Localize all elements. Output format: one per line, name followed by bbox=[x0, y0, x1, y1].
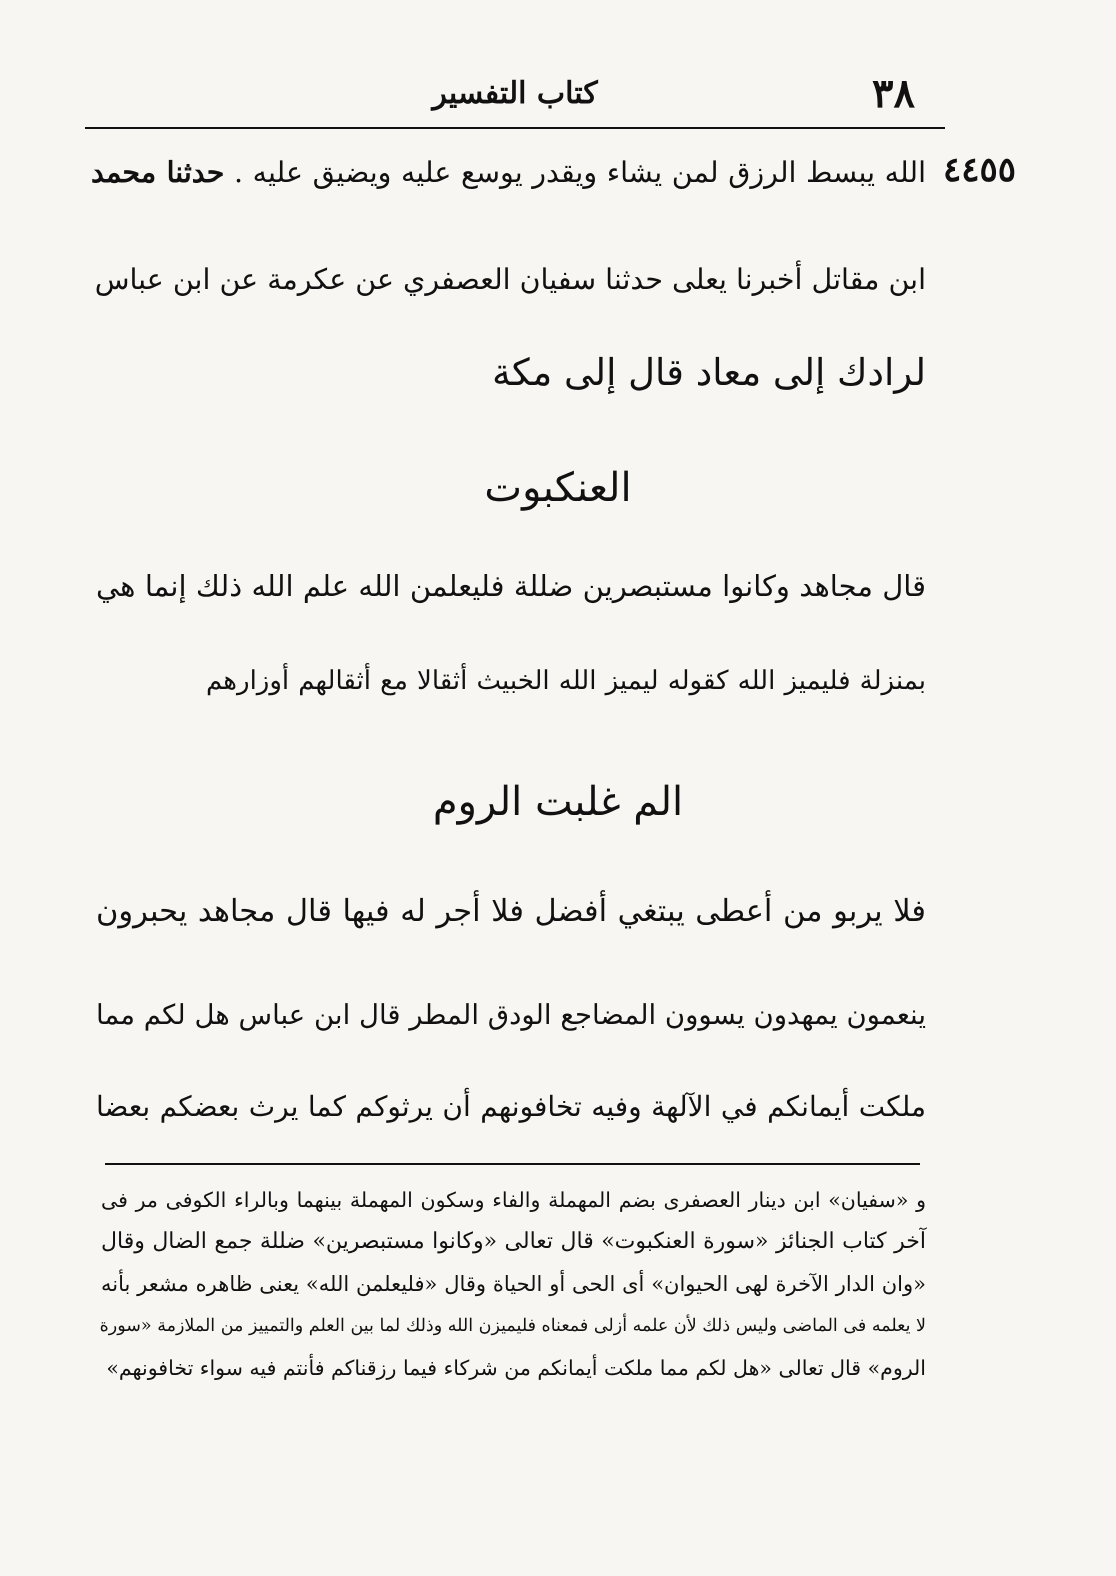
hadith-line-3: لرادك إلى معاد قال إلى مكة bbox=[492, 351, 926, 394]
page-header bbox=[85, 62, 945, 122]
hadith-narrator-intro: حدثنا محمد bbox=[91, 155, 225, 189]
rum-line-1: فلا يربو من أعطى يبتغي أفضل فلا أجر له فيها قال مجاهد يحبرون bbox=[96, 894, 926, 929]
footnote-line-3: «وان الدار الآخرة لهى الحيوان» أى الحى أو الحياة وقال «فليعلمن الله» يعنى ظاهره مشعر بأنه bbox=[101, 1272, 926, 1296]
footnote-line-5: الروم» قال تعالى «هل لكم مما ملكت أيمانكم من شركاء فيما رزقناكم فأنتم فيه سواء تخافونهم» bbox=[106, 1356, 926, 1380]
hadith-line-1 bbox=[91, 142, 926, 203]
header-divider bbox=[85, 127, 945, 129]
footnote-divider bbox=[105, 1163, 920, 1165]
section-heading-ankabut: العنكبوت bbox=[484, 465, 632, 511]
footnote-line-4: لا يعلمه فى الماضى وليس ذلك لأن علمه أزلى فمعناه فليميزن الله وذلك لما بين العلم والتمييز من الملازمة «سورة bbox=[99, 1316, 926, 1336]
ankabut-line-1: قال مجاهد وكانوا مستبصرين ضللة فليعلمن الله علم الله ذلك إنما هي bbox=[96, 569, 926, 603]
rum-line-2: ينعمون يمهدون يسوون المضاجع الودق المطر قال ابن عباس هل لكم مما bbox=[96, 999, 926, 1031]
footnote-line-1: و «سفيان» ابن دينار العصفرى بضم المهملة والفاء وسكون المهملة بينهما وبالراء الكوفى مر فى bbox=[101, 1188, 926, 1212]
section-heading-rum: الم غلبت الروم bbox=[432, 779, 684, 825]
hadith-number: ٤٤٥٥ bbox=[942, 150, 1016, 190]
hadith-line-2: ابن مقاتل أخبرنا يعلى حدثنا سفيان العصفري عن عكرمة عن ابن عباس bbox=[94, 263, 926, 296]
rum-line-3: ملكت أيمانكم في الآلهة وفيه تخافونهم أن يرثوكم كما يرث بعضكم بعضا bbox=[96, 1090, 926, 1123]
footnote-line-2: آخر كتاب الجنائز «سورة العنكبوت» قال تعالى «وكانوا مستبصرين» ضللة جمع الضال وقال bbox=[101, 1229, 926, 1254]
book-title: كتاب التفسير bbox=[432, 76, 598, 111]
hadith-line-1-text: الله يبسط الرزق لمن يشاء ويقدر يوسع عليه ويضيق عليه . bbox=[234, 156, 926, 189]
ankabut-line-2: بمنزلة فليميز الله كقوله ليميز الله الخبيث أثقالا مع أثقالهم أوزارهم bbox=[206, 666, 926, 696]
page-number: ٣٨ bbox=[872, 70, 915, 117]
